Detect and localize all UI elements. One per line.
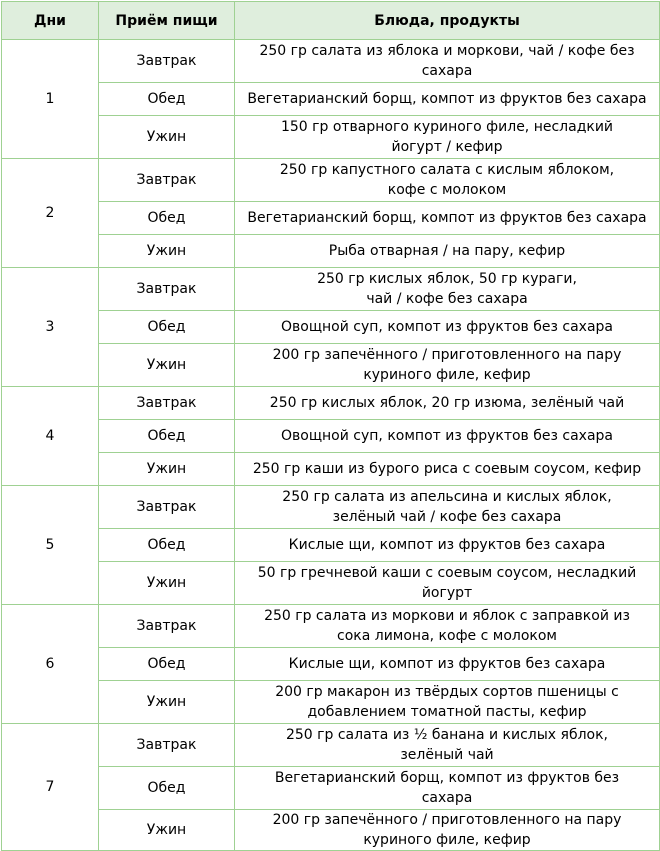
- meal-cell: Ужин: [99, 344, 235, 387]
- food-cell: [235, 486, 660, 529]
- meal-cell: Завтрак: [99, 605, 235, 648]
- food-line: 250 гр салата из яблока и моркови, чай / кофе без: [259, 43, 635, 59]
- meal-cell: Завтрак: [99, 486, 235, 529]
- food-line: куриного филе, кефир: [363, 367, 531, 383]
- meal-cell: Ужин: [99, 562, 235, 605]
- meal-cell: Обед: [99, 202, 235, 235]
- food-line: зелёный чай: [400, 747, 494, 763]
- food-line: Вегетарианский борщ, компот из фруктов без сахара: [247, 91, 647, 107]
- food-line: 250 гр капустного салата с кислым яблоком,: [279, 162, 615, 178]
- meal-cell: Ужин: [99, 810, 235, 851]
- meal-cell: Завтрак: [99, 159, 235, 202]
- diet-table: [1, 1, 660, 851]
- food-line: кофе с молоком: [387, 182, 507, 198]
- day-cell: 6: [2, 605, 99, 724]
- food-line: 200 гр запечённого / приготовленного на пару: [272, 812, 622, 828]
- table-row: [2, 486, 660, 529]
- food-cell: [235, 724, 660, 767]
- meal-cell: Обед: [99, 311, 235, 344]
- food-cell: [235, 648, 660, 681]
- meal-cell: Обед: [99, 529, 235, 562]
- food-cell: [235, 605, 660, 648]
- food-line: йогурт / кефир: [391, 139, 503, 155]
- food-line: 250 гр салата из ½ банана и кислых яблок,: [285, 727, 608, 743]
- table-row: [2, 648, 660, 681]
- meal-cell: Обед: [99, 420, 235, 453]
- table-row: [2, 724, 660, 767]
- food-cell: [235, 344, 660, 387]
- food-line: чай / кофе без сахара: [366, 291, 528, 307]
- header-days: Дни: [2, 2, 99, 40]
- food-cell: [235, 387, 660, 420]
- table-row: [2, 529, 660, 562]
- food-line: 150 гр отварного куриного филе, несладкий: [280, 119, 614, 135]
- table-row: [2, 562, 660, 605]
- food-line: Кислые щи, компот из фруктов без сахара: [288, 656, 606, 672]
- food-line: Рыба отварная / на пару, кефир: [328, 243, 566, 259]
- food-line: Овощной суп, компот из фруктов без сахара: [281, 319, 613, 335]
- table-row: [2, 344, 660, 387]
- food-line: Вегетарианский борщ, компот из фруктов без: [274, 770, 620, 786]
- meal-cell: Ужин: [99, 116, 235, 159]
- food-line: Вегетарианский борщ, компот из фруктов без сахара: [247, 210, 647, 226]
- day-cell: 4: [2, 387, 99, 486]
- food-cell: [235, 681, 660, 724]
- food-cell: [235, 159, 660, 202]
- table-body: [2, 40, 660, 851]
- meal-cell: Ужин: [99, 681, 235, 724]
- food-line: 200 гр запечённого / приготовленного на пару: [272, 347, 622, 363]
- table-row: [2, 453, 660, 486]
- food-line: куриного филе, кефир: [363, 832, 531, 848]
- day-cell: 1: [2, 40, 99, 159]
- table-row: [2, 767, 660, 810]
- table-row: [2, 681, 660, 724]
- food-cell: [235, 562, 660, 605]
- table-row: [2, 810, 660, 851]
- meal-cell: Завтрак: [99, 387, 235, 420]
- day-cell: 2: [2, 159, 99, 268]
- table-row: [2, 387, 660, 420]
- food-line: Кислые щи, компот из фруктов без сахара: [288, 537, 606, 553]
- table-row: [2, 40, 660, 83]
- day-cell: 3: [2, 268, 99, 387]
- food-line: 50 гр гречневой каши с соевым соусом, несладкий: [257, 565, 637, 581]
- header-row: [2, 2, 660, 40]
- food-cell: [235, 529, 660, 562]
- food-cell: [235, 810, 660, 851]
- table-row: [2, 605, 660, 648]
- food-line: 200 гр макарон из твёрдых сортов пшеницы с: [275, 684, 619, 700]
- food-cell: [235, 235, 660, 268]
- food-line: 250 гр салата из апельсина и кислых яблок,: [282, 489, 612, 505]
- food-cell: [235, 40, 660, 83]
- food-line: сахара: [421, 63, 473, 79]
- food-cell: [235, 767, 660, 810]
- food-cell: [235, 420, 660, 453]
- food-line: 250 гр кислых яблок, 20 гр изюма, зелёный чай: [269, 395, 625, 411]
- meal-cell: Ужин: [99, 453, 235, 486]
- food-line: зелёный чай / кофе без сахара: [332, 509, 562, 525]
- table-row: [2, 420, 660, 453]
- header-meal: Приём пищи: [99, 2, 235, 40]
- meal-cell: Обед: [99, 648, 235, 681]
- food-cell: [235, 453, 660, 486]
- table-row: [2, 268, 660, 311]
- table-row: [2, 235, 660, 268]
- table-row: [2, 116, 660, 159]
- meal-cell: Обед: [99, 767, 235, 810]
- food-cell: [235, 311, 660, 344]
- table-row: [2, 202, 660, 235]
- food-line: сахара: [421, 790, 473, 806]
- header-dishes: Блюда, продукты: [235, 2, 660, 40]
- food-cell: [235, 116, 660, 159]
- table-row: [2, 159, 660, 202]
- food-line: сока лимона, кофе с молоком: [337, 628, 557, 644]
- day-cell: 7: [2, 724, 99, 851]
- day-cell: 5: [2, 486, 99, 605]
- table-row: [2, 311, 660, 344]
- food-line: 250 гр салата из моркови и яблок с заправкой из: [264, 608, 630, 624]
- food-cell: [235, 83, 660, 116]
- meal-cell: Ужин: [99, 235, 235, 268]
- food-line: 250 гр каши из бурого риса с соевым соусом, кефир: [252, 461, 642, 477]
- food-cell: [235, 268, 660, 311]
- food-line: йогурт: [421, 585, 473, 601]
- meal-cell: Завтрак: [99, 724, 235, 767]
- food-line: 250 гр кислых яблок, 50 гр кураги,: [317, 271, 577, 287]
- food-cell: [235, 202, 660, 235]
- food-line: добавлением томатной пасты, кефир: [307, 704, 587, 720]
- meal-cell: Обед: [99, 83, 235, 116]
- meal-cell: Завтрак: [99, 268, 235, 311]
- table-row: [2, 83, 660, 116]
- meal-cell: Завтрак: [99, 40, 235, 83]
- food-line: Овощной суп, компот из фруктов без сахара: [281, 428, 613, 444]
